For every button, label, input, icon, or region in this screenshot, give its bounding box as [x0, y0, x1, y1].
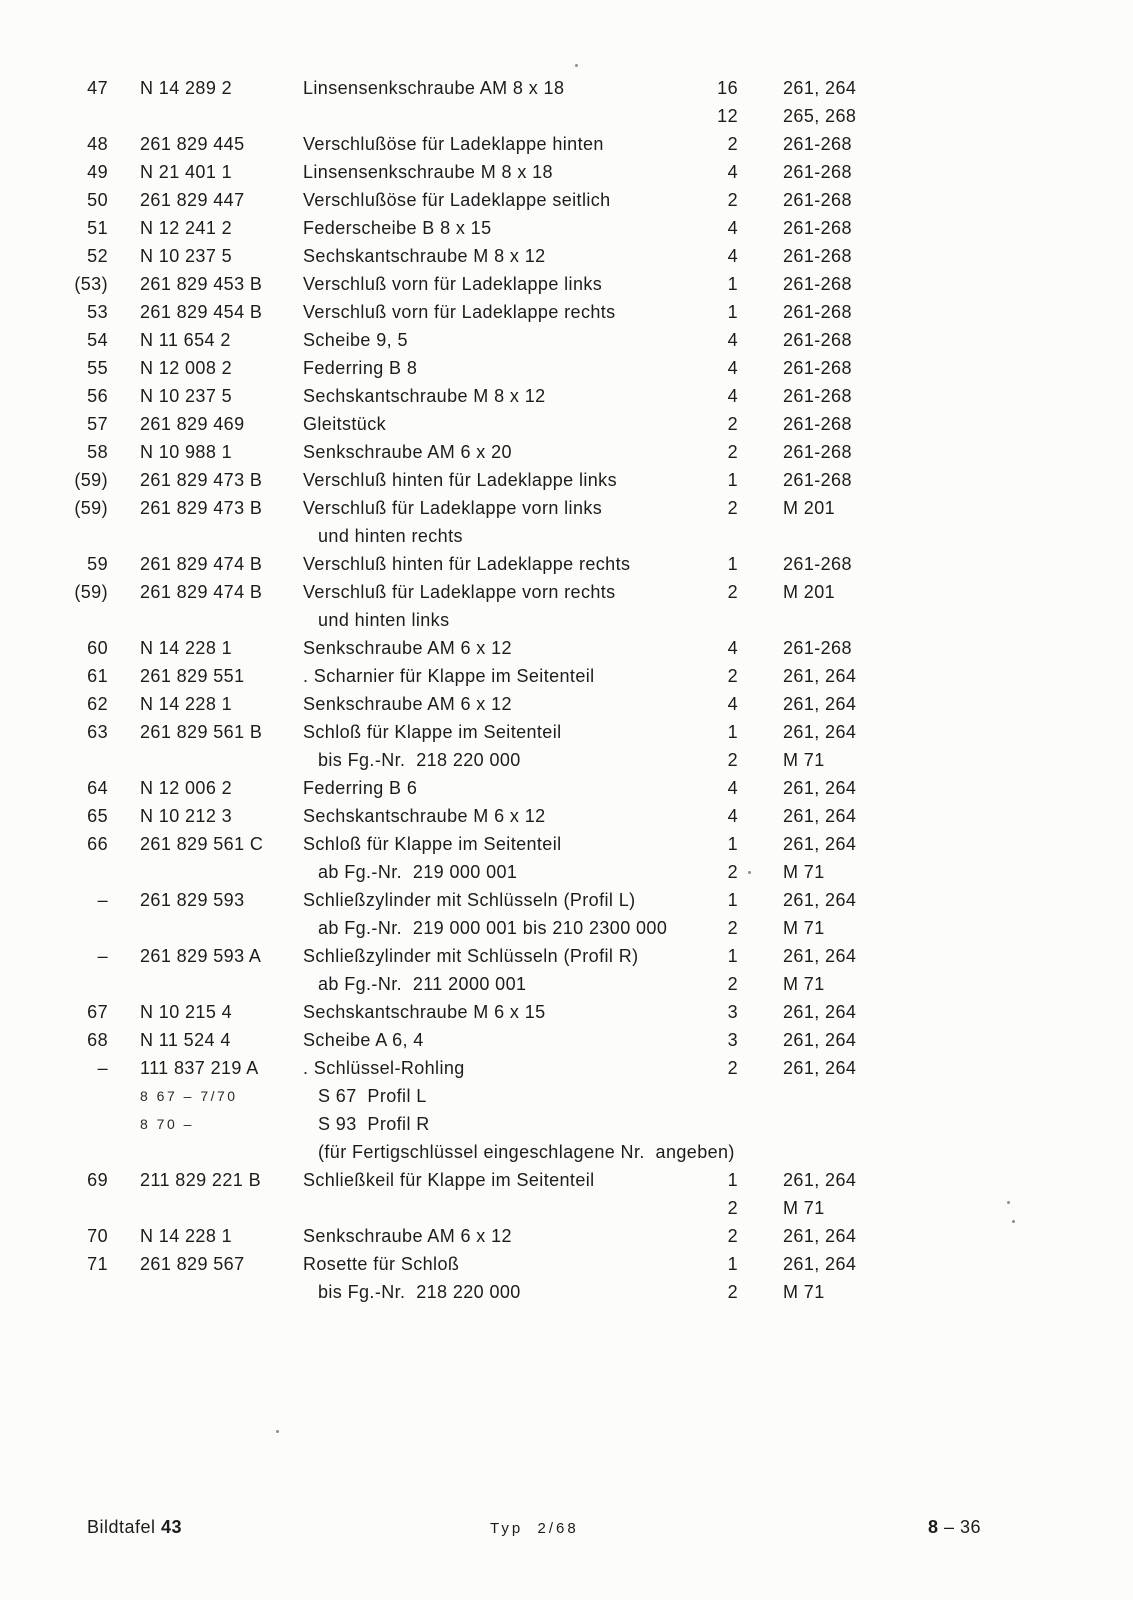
row-description: Verschlußöse für Ladeklappe hinten: [303, 134, 604, 154]
table-row: [0, 774, 1133, 802]
row-model-codes: 261, 264: [783, 778, 857, 798]
row-part-number: N 11 524 4: [140, 1030, 231, 1050]
table-row: [0, 970, 1133, 998]
table-row: [0, 522, 1133, 550]
row-model-codes: 261-268: [783, 190, 852, 210]
table-row: [0, 858, 1133, 886]
row-part-number: 261 829 473 B: [140, 498, 263, 518]
row-part-number: N 12 241 2: [140, 218, 233, 238]
row-description: Sechskantschraube M 8 x 12: [303, 246, 546, 266]
row-quantity: 2: [727, 1198, 738, 1218]
row-description: Verschlußöse für Ladeklappe seitlich: [303, 190, 611, 210]
row-position-number: 48: [87, 134, 108, 154]
row-position-number: 59: [87, 554, 108, 574]
row-position-number: 54: [87, 330, 108, 350]
row-quantity: 4: [727, 778, 738, 798]
row-quantity: 2: [727, 974, 738, 994]
table-row: [0, 186, 1133, 214]
row-quantity: 3: [727, 1002, 738, 1022]
row-part-number: 261 829 469: [140, 414, 245, 434]
row-model-codes: 261, 264: [783, 946, 857, 966]
row-model-codes: 261-268: [783, 218, 852, 238]
row-quantity: 2: [727, 1226, 738, 1246]
row-description: Verschluß hinten für Ladeklappe links: [303, 470, 617, 490]
row-position-number: 68: [87, 1030, 108, 1050]
row-part-number: N 14 228 1: [140, 694, 233, 714]
row-description: Schließzylinder mit Schlüsseln (Profil R): [303, 946, 639, 966]
row-position-number: 57: [87, 414, 108, 434]
row-part-number: 261 829 445: [140, 134, 245, 154]
row-description: Sechskantschraube M 6 x 12: [303, 806, 546, 826]
row-part-number: N 12 008 2: [140, 358, 233, 378]
row-model-codes: 261, 264: [783, 722, 857, 742]
row-quantity: 2: [727, 1282, 738, 1302]
row-quantity: 1: [727, 890, 738, 910]
row-model-codes: 261-268: [783, 414, 852, 434]
row-description: Linsensenkschraube M 8 x 18: [303, 162, 553, 182]
row-position-number: –: [97, 1058, 108, 1078]
row-model-codes: 261, 264: [783, 1254, 857, 1274]
row-model-codes: M 71: [783, 862, 825, 882]
row-description: S 93 Profil R: [318, 1114, 430, 1134]
row-model-codes: 261, 264: [783, 78, 857, 98]
row-description: . Schlüssel-Rohling: [303, 1058, 465, 1078]
row-model-codes: 261-268: [783, 162, 852, 182]
row-part-number: N 14 289 2: [140, 78, 233, 98]
table-row: [0, 578, 1133, 606]
row-part-number: 261 829 593: [140, 890, 245, 910]
row-quantity: 2: [727, 582, 738, 602]
row-part-number: N 14 228 1: [140, 638, 233, 658]
table-row: [0, 130, 1133, 158]
row-position-number: 51: [87, 218, 108, 238]
table-row: [0, 802, 1133, 830]
row-quantity: 4: [727, 330, 738, 350]
row-part-number: N 10 215 4: [140, 1002, 233, 1022]
row-part-number: 261 829 447: [140, 190, 245, 210]
row-quantity: 1: [727, 946, 738, 966]
table-row: [0, 326, 1133, 354]
row-description: Verschluß für Ladeklappe vorn rechts: [303, 582, 616, 602]
scan-speck: [748, 871, 751, 874]
row-quantity: 1: [727, 1170, 738, 1190]
row-quantity: 3: [727, 1030, 738, 1050]
table-row: [0, 494, 1133, 522]
row-part-number: N 12 006 2: [140, 778, 233, 798]
row-model-codes: 261-268: [783, 274, 852, 294]
row-description: . Scharnier für Klappe im Seitenteil: [303, 666, 595, 686]
row-quantity: 4: [727, 806, 738, 826]
row-description: Linsensenkschraube AM 8 x 18: [303, 78, 565, 98]
row-quantity: 1: [727, 834, 738, 854]
row-model-codes: 261, 264: [783, 806, 857, 826]
row-quantity: 4: [727, 358, 738, 378]
table-row: [0, 746, 1133, 774]
row-description: bis Fg.-Nr. 218 220 000: [318, 750, 521, 770]
table-row: [0, 410, 1133, 438]
row-model-codes: 261-268: [783, 470, 852, 490]
row-position-number: 63: [87, 722, 108, 742]
row-position-number: 70: [87, 1226, 108, 1246]
row-quantity: 2: [727, 862, 738, 882]
row-description: S 67 Profil L: [318, 1086, 427, 1106]
row-part-number: N 14 228 1: [140, 1226, 233, 1246]
row-position-number: 53: [87, 302, 108, 322]
row-description: Senkschraube AM 6 x 12: [303, 638, 512, 658]
row-quantity: 4: [727, 638, 738, 658]
row-model-codes: M 71: [783, 974, 825, 994]
table-row: [0, 382, 1133, 410]
row-part-number: 111 837 219 A: [140, 1058, 259, 1078]
row-part-number: 261 829 561 B: [140, 722, 263, 742]
table-row: [0, 1082, 1133, 1110]
row-description: Sechskantschraube M 8 x 12: [303, 386, 546, 406]
row-quantity: 4: [727, 386, 738, 406]
row-model-codes: M 71: [783, 1198, 825, 1218]
row-part-number: N 10 237 5: [140, 386, 233, 406]
table-row: [0, 354, 1133, 382]
row-position-number: 50: [87, 190, 108, 210]
scan-speck: [575, 64, 578, 67]
row-model-codes: 261, 264: [783, 1226, 857, 1246]
table-row: [0, 1222, 1133, 1250]
table-row: [0, 830, 1133, 858]
row-quantity: 4: [727, 694, 738, 714]
row-model-codes: 261, 264: [783, 1030, 857, 1050]
row-part-number: 261 829 474 B: [140, 554, 263, 574]
row-part-number: N 11 654 2: [140, 330, 231, 350]
row-quantity: 2: [727, 666, 738, 686]
row-position-number: 66: [87, 834, 108, 854]
table-row: [0, 158, 1133, 186]
row-model-codes: 261, 264: [783, 890, 857, 910]
row-quantity: 4: [727, 218, 738, 238]
row-position-number: 55: [87, 358, 108, 378]
row-part-number: 261 829 551: [140, 666, 245, 686]
row-model-codes: 261-268: [783, 302, 852, 322]
row-quantity: 16: [717, 78, 738, 98]
table-row: [0, 1166, 1133, 1194]
row-model-codes: 265, 268: [783, 106, 857, 126]
row-position-number: 64: [87, 778, 108, 798]
row-description: Verschluß vorn für Ladeklappe rechts: [303, 302, 616, 322]
row-model-codes: 261, 264: [783, 694, 857, 714]
row-position-number: 69: [87, 1170, 108, 1190]
page-number-rest: – 36: [938, 1517, 982, 1537]
row-model-codes: 261-268: [783, 554, 852, 574]
table-row: [0, 1278, 1133, 1306]
plate-number: 43: [161, 1517, 183, 1537]
table-row: [0, 1138, 1133, 1166]
table-row: [0, 942, 1133, 970]
scan-speck: [276, 1430, 279, 1433]
table-row: [0, 690, 1133, 718]
row-model-codes: M 201: [783, 582, 836, 602]
table-row: [0, 1110, 1133, 1138]
table-row: [0, 1250, 1133, 1278]
row-part-number: 261 829 473 B: [140, 470, 263, 490]
row-description: Verschluß für Ladeklappe vorn links: [303, 498, 603, 518]
row-position-number: –: [97, 946, 108, 966]
row-description: Schloß für Klappe im Seitenteil: [303, 834, 562, 854]
row-model-codes: 261-268: [783, 246, 852, 266]
table-row: [0, 1194, 1133, 1222]
row-description: Schließkeil für Klappe im Seitenteil: [303, 1170, 595, 1190]
row-quantity: 2: [727, 1058, 738, 1078]
row-description: Gleitstück: [303, 414, 387, 434]
row-description: und hinten rechts: [318, 526, 463, 546]
row-quantity: 2: [727, 442, 738, 462]
plate-label: Bildtafel: [87, 1517, 162, 1537]
row-position-number: 71: [87, 1254, 108, 1274]
row-description: Schloß für Klappe im Seitenteil: [303, 722, 562, 742]
row-model-codes: 261-268: [783, 638, 852, 658]
row-position-number: (59): [74, 470, 108, 490]
row-part-number: 261 829 453 B: [140, 274, 263, 294]
row-description: Senkschraube AM 6 x 12: [303, 694, 512, 714]
table-row: [0, 466, 1133, 494]
page-number: [928, 1510, 981, 1544]
row-description: ab Fg.-Nr. 219 000 001 bis 210 2300 000: [318, 918, 668, 938]
row-model-codes: 261, 264: [783, 1170, 857, 1190]
row-quantity: 1: [727, 274, 738, 294]
table-row: [0, 634, 1133, 662]
row-model-codes: 261-268: [783, 134, 852, 154]
type-caption: Typ 2/68: [490, 1520, 579, 1537]
row-model-codes: 261, 264: [783, 834, 857, 854]
row-position-number: (53): [74, 274, 108, 294]
row-position-number: 52: [87, 246, 108, 266]
table-row: [0, 438, 1133, 466]
row-model-codes: M 71: [783, 1282, 825, 1302]
row-description: Federring B 6: [303, 778, 418, 798]
table-row: [0, 914, 1133, 942]
table-row: [0, 718, 1133, 746]
row-position-number: 49: [87, 162, 108, 182]
row-part-number: 261 829 567: [140, 1254, 245, 1274]
row-description: Senkschraube AM 6 x 12: [303, 1226, 512, 1246]
row-description: Scheibe A 6, 4: [303, 1030, 424, 1050]
row-model-codes: 261, 264: [783, 1002, 857, 1022]
table-row: [0, 1054, 1133, 1082]
row-model-codes: 261-268: [783, 330, 852, 350]
table-row: [0, 1026, 1133, 1054]
row-description: Verschluß vorn für Ladeklappe links: [303, 274, 603, 294]
row-model-codes: M 71: [783, 750, 825, 770]
plate-caption: [87, 1510, 182, 1544]
row-description: Senkschraube AM 6 x 20: [303, 442, 512, 462]
row-position-number: 47: [87, 78, 108, 98]
row-model-codes: 261-268: [783, 442, 852, 462]
table-row: [0, 214, 1133, 242]
row-description: Federring B 8: [303, 358, 418, 378]
row-quantity: 1: [727, 470, 738, 490]
row-position-number: –: [97, 890, 108, 910]
row-part-number: N 10 237 5: [140, 246, 233, 266]
row-position-number: 67: [87, 1002, 108, 1022]
row-position-number: 61: [87, 666, 108, 686]
row-quantity: 1: [727, 554, 738, 574]
table-row: [0, 74, 1133, 102]
row-quantity: 1: [727, 1254, 738, 1274]
table-row: [0, 998, 1133, 1026]
row-description: Sechskantschraube M 6 x 15: [303, 1002, 546, 1022]
row-part-number: 261 829 454 B: [140, 302, 263, 322]
row-quantity: 12: [717, 106, 738, 126]
row-part-number: 261 829 593 A: [140, 946, 262, 966]
table-row: [0, 662, 1133, 690]
row-description: und hinten links: [318, 610, 450, 630]
row-part-number: 211 829 221 B: [140, 1170, 261, 1190]
row-part-number: 261 829 474 B: [140, 582, 263, 602]
row-description: Verschluß hinten für Ladeklappe rechts: [303, 554, 631, 574]
parts-table: [0, 74, 1133, 1306]
row-position-number: 62: [87, 694, 108, 714]
row-part-number: N 10 212 3: [140, 806, 233, 826]
table-row: [0, 606, 1133, 634]
row-model-codes: 261-268: [783, 358, 852, 378]
row-position-number: 58: [87, 442, 108, 462]
table-row: [0, 102, 1133, 130]
row-quantity: 4: [727, 246, 738, 266]
row-quantity: 1: [727, 722, 738, 742]
row-description: ab Fg.-Nr. 211 2000 001: [318, 974, 527, 994]
row-model-codes: 261, 264: [783, 1058, 857, 1078]
row-model-codes: 261, 264: [783, 666, 857, 686]
row-part-number: 8 67 – 7/70: [140, 1088, 238, 1104]
chapter-number: 8: [928, 1517, 939, 1537]
row-quantity: 2: [727, 918, 738, 938]
row-position-number: 60: [87, 638, 108, 658]
row-model-codes: M 201: [783, 498, 836, 518]
row-quantity: 4: [727, 162, 738, 182]
row-quantity: 2: [727, 750, 738, 770]
row-model-codes: 261-268: [783, 386, 852, 406]
row-part-number: N 21 401 1: [140, 162, 233, 182]
scan-speck: [1012, 1220, 1015, 1223]
row-model-codes: M 71: [783, 918, 825, 938]
scan-speck: [1007, 1201, 1010, 1204]
page-footer: [0, 1510, 1133, 1544]
row-part-number: N 10 988 1: [140, 442, 233, 462]
row-description: Scheibe 9, 5: [303, 330, 408, 350]
row-quantity: 2: [727, 134, 738, 154]
row-quantity: 2: [727, 498, 738, 518]
table-row: [0, 242, 1133, 270]
row-position-number: (59): [74, 582, 108, 602]
row-description: (für Fertigschlüssel eingeschlagene Nr. angeben): [318, 1142, 735, 1162]
row-part-number: 261 829 561 C: [140, 834, 264, 854]
table-row: [0, 886, 1133, 914]
row-description: Rosette für Schloß: [303, 1254, 460, 1274]
row-position-number: 65: [87, 806, 108, 826]
table-row: [0, 298, 1133, 326]
row-part-number: 8 70 –: [140, 1116, 194, 1132]
row-position-number: (59): [74, 498, 108, 518]
row-description: ab Fg.-Nr. 219 000 001: [318, 862, 518, 882]
row-description: Federscheibe B 8 x 15: [303, 218, 492, 238]
table-row: [0, 270, 1133, 298]
row-description: bis Fg.-Nr. 218 220 000: [318, 1282, 521, 1302]
row-quantity: 2: [727, 190, 738, 210]
table-row: [0, 550, 1133, 578]
row-quantity: 2: [727, 414, 738, 434]
row-position-number: 56: [87, 386, 108, 406]
row-description: Schließzylinder mit Schlüsseln (Profil L): [303, 890, 636, 910]
row-quantity: 1: [727, 302, 738, 322]
